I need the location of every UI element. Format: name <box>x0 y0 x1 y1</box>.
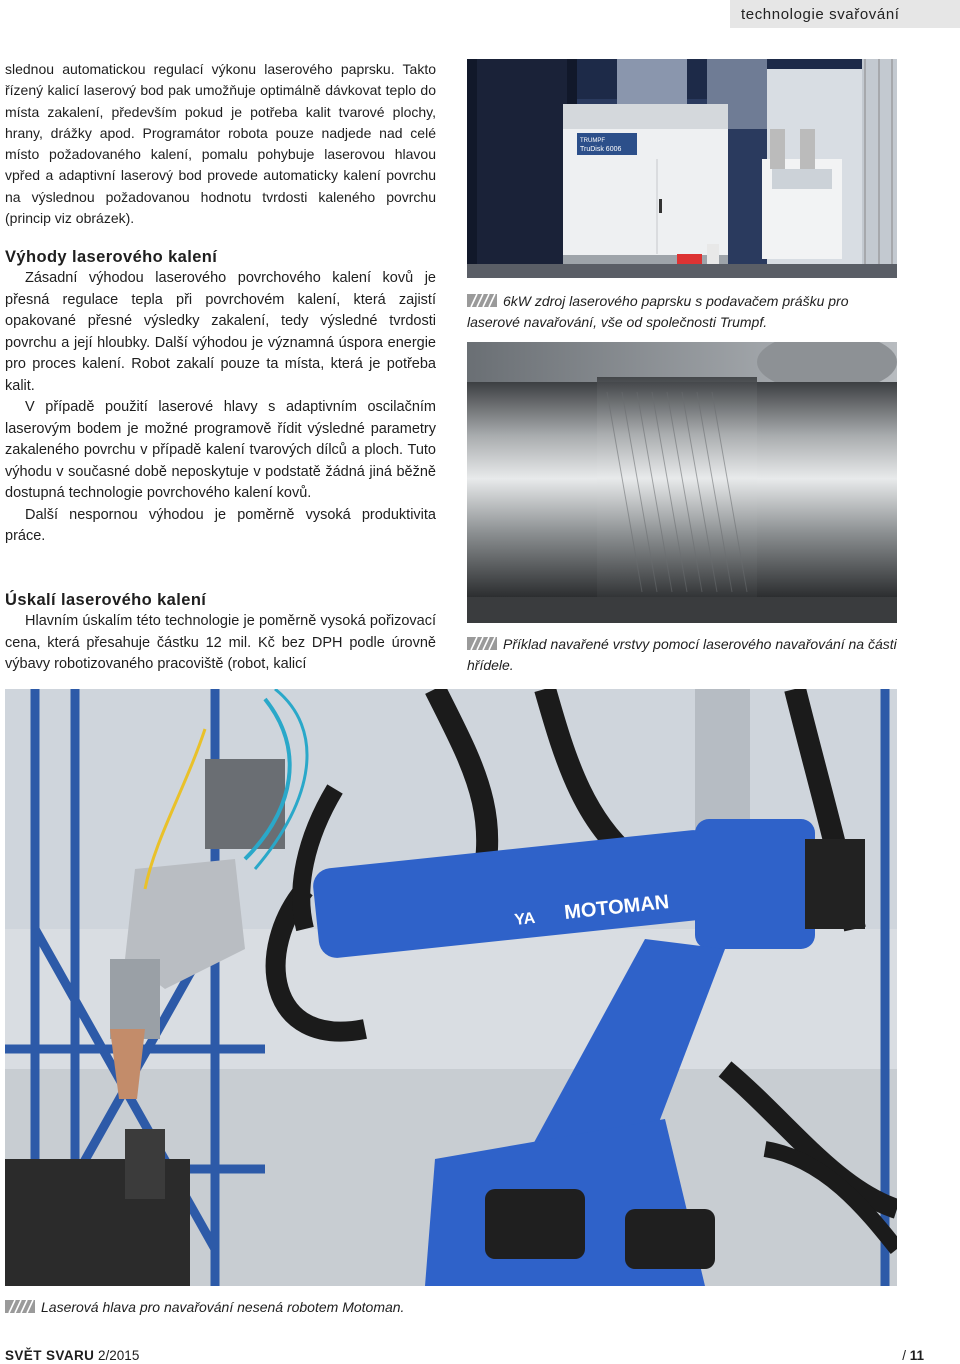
advantages-heading: Výhody laserového kalení <box>5 248 218 266</box>
advantages-section <box>5 247 436 548</box>
robot-brand-short-text: YA <box>513 909 537 929</box>
footer-magazine <box>5 1348 139 1363</box>
pitfalls-paragraph: Hlavním úskalím této technologie je poměrně vysoká pořizovací cena, která přesahuje částku 12 mil. Kč bez DPH podle úrovně výbavy robotizovaného pracoviště (robot, kalicí <box>5 613 436 672</box>
robot-caption-text: Laserová hlava pro navařování nesená robotem Motoman. <box>41 1299 405 1315</box>
laser-source-caption-text: 6kW zdroj laserového paprsku s podavačem prášku pro laserové navařování, vše od společnosti Trumpf. <box>467 293 849 330</box>
laser-source-caption <box>467 291 897 333</box>
magazine-name: SVĚT SVARU <box>5 1348 95 1363</box>
shaft-photo <box>467 342 897 623</box>
intro-paragraph: slednou automatickou regulací výkonu laserového paprsku. Takto řízený kalicí laserový bod pak umožňuje optimálně dávkovat teplo do místa zakalení, především pokud je potřeba kalit tvarové plochy, hrany, drážky apod. Programátor robota pouze nadjede nad celé místo požadovaného kalení, pomalu pohybuje laserovou hlavou vpřed a adaptivní laserový bod provede automaticky kalení povrchu na výslednou požadovanou hodnotu tvrdosti kaleného povrchu (princip viz obrázek). <box>5 61 436 227</box>
shaft-caption <box>467 634 897 676</box>
laser-source-photo <box>467 59 897 278</box>
model-text: TruDisk 6006 <box>580 146 622 153</box>
advantages-paragraph-1: Zásadní výhodou laserového povrchového kalení kovů je přesná regulace tepla při povrchovém kalení, která zajistí opakované přesné výsledky zakalení, tedy výsledné tvrdosti povrchu a její hloubky. Další výhodou je významná úspora energie pro proces kalení. Robot zakalí pouze ta místa, která je potřeba kalit. <box>5 270 436 394</box>
advantages-paragraph-3: Další nespornou výhodou je poměrně vysoká produktivita práce. <box>5 506 436 544</box>
page-number: 11 <box>909 1348 924 1363</box>
brand-text: TRUMPF <box>580 138 605 144</box>
pitfalls-heading: Úskalí laserového kalení <box>5 591 207 609</box>
robot-brand-text: MOTOMAN <box>563 891 671 924</box>
robot-photo <box>5 689 897 1286</box>
caption-marker-icon <box>5 1300 35 1313</box>
section-tab <box>730 0 960 28</box>
caption-marker-icon <box>467 294 497 307</box>
footer-page <box>902 1348 924 1363</box>
caption-marker-icon <box>467 637 497 650</box>
pitfalls-section <box>5 590 436 676</box>
issue-number: 2/2015 <box>98 1348 140 1363</box>
section-label: technologie svařování <box>741 6 900 23</box>
robot-caption <box>5 1297 897 1318</box>
shaft-caption-text: Příklad navařené vrstvy pomocí laserového navařování na části hřídele. <box>467 636 897 673</box>
intro-text-block <box>5 59 436 229</box>
page-separator: / <box>902 1348 906 1363</box>
advantages-paragraph-2: V případě použití laserové hlavy s adaptivním oscilačním laserovým bodem je možné programově řídit výsledné parametry zakaleného povrchu v případě kalení tvarových dílců a ploch. Tuto výhodu v současné době neposkytuje v podstatě žádná jiná běžně dostupná technologie povrchového kalení kovů. <box>5 399 436 501</box>
